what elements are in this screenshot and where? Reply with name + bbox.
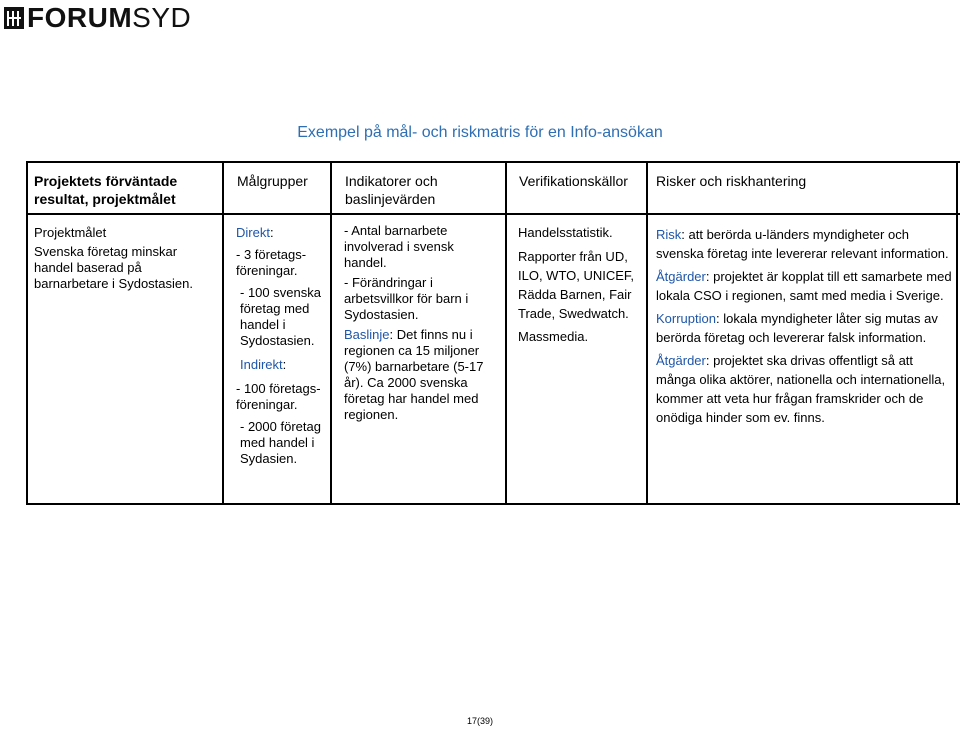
- verifikation-item: Rapporter från UD, ILO, WTO, UNICEF, Rädda Barnen, Fair Trade, Swedwatch.: [518, 249, 635, 321]
- baslinje-text: Det finns nu i regionen ca 15 miljoner (7%) barnarbetare (5-17 år). Ca 2000 svenska företag har handel med regionen.: [344, 327, 484, 422]
- table-header-divider: [26, 213, 960, 215]
- indikator-item: - Antal barnarbete involverad i svensk handel.: [344, 223, 454, 270]
- risk-label: Risk: [656, 227, 682, 242]
- cell-risker: Risk: att berörda u-länders myndigheter och svenska företag inte levererar relevant information. Åtgärder: projektet är kopplat till ett samarbete med lokala CSO i regionen, samt med media i Sverige. Korruption: lokala myndigheter låter sig mutas av berörda företag och levererar falsk information. Åtgärder: projektet ska drivas offentligt så att många olika aktörer, nationella och internationella, kommer att veta hur frågan framskrider och de onödiga hinder som ev. finns.: [656, 227, 952, 425]
- verifikation-item: Handelsstatistik.: [518, 225, 613, 240]
- korruption-text: lokala myndigheter låter sig mutas av berörda företag och levererar falsk information.: [656, 311, 938, 345]
- korruption-label: Korruption: [656, 311, 716, 326]
- page-title: Exempel på mål- och riskmatris för en Info-ansökan: [297, 124, 663, 141]
- logo-brand-light: SYD: [132, 2, 192, 33]
- direkt-item: - 3 företags-föreningar.: [236, 247, 307, 278]
- header-verifikationskallor: Verifikationskällor: [519, 173, 628, 189]
- verifikation-item: Massmedia.: [518, 329, 589, 344]
- header-resultat: Projektets förväntade resultat, projektmålet: [34, 173, 178, 207]
- projektmalet-heading: Projektmålet: [34, 225, 107, 240]
- atgarder-label: Åtgärder: [656, 269, 706, 284]
- page-number: 17(39): [466, 716, 493, 726]
- cell-indikatorer: - Antal barnarbete involverad i svensk handel. - Förändringar i arbetsvillkor för barn i Sydostasien. Baslinje: Det finns nu i regionen ca 15 miljoner (7%) barnarbetare (5-17 år). Ca 2000 svenska företag har handel med regionen.: [344, 223, 499, 423]
- table-border-top: [26, 161, 960, 163]
- cell-projektmalet: [34, 225, 216, 292]
- logo-brand-bold: FORUM: [27, 2, 133, 33]
- direkt-label: Direkt: [236, 225, 270, 240]
- header-risker: Risker och riskhantering: [656, 173, 807, 189]
- indirekt-item: - 2000 företag med handel i Sydasien.: [240, 419, 321, 466]
- risk-matrix-table: [26, 161, 960, 505]
- indikator-item: - Förändringar i arbetsvillkor för barn i Sydostasien.: [344, 275, 469, 322]
- projektmalet-text: Svenska företag minskar handel baserad på barnarbetare i Sydostasien.: [34, 244, 193, 291]
- cell-verifikationskallor: [518, 225, 644, 345]
- baslinje-label: Baslinje: [344, 327, 390, 342]
- risk-text: att berörda u-länders myndigheter och svenska företag inte levererar relevant information.: [656, 227, 949, 261]
- header-malgrupper: Målgrupper: [237, 173, 308, 189]
- indirekt-item: - 100 företags-föreningar.: [236, 381, 321, 412]
- header-indikatorer: Indikatorer och baslinjevärden: [345, 173, 438, 207]
- atgarder-text: projektet är kopplat till ett samarbete med lokala CSO i regionen, samt med media i Sverige.: [656, 269, 952, 303]
- indirekt-label: Indirekt: [240, 357, 283, 372]
- atgarder-label: Åtgärder: [656, 353, 706, 368]
- table-border-bottom: [26, 503, 960, 505]
- forumsyd-logo: [3, 3, 191, 33]
- atgarder-text: projektet ska drivas offentligt så att många olika aktörer, nationella och internationella, kommer att veta hur frågan framskrider och de onödiga hinder som ev. finns.: [656, 353, 946, 425]
- direkt-item: - 100 svenska företag med handel i Sydostasien.: [240, 285, 321, 348]
- forumsyd-mark-icon: [3, 5, 25, 31]
- cell-malgrupper: Direkt: - 3 företags-föreningar. - 100 svenska företag med handel i Sydostasien. Indirekt: - 100 företags-föreningar. - 2000 företag med handel i Sydasien.: [236, 225, 330, 467]
